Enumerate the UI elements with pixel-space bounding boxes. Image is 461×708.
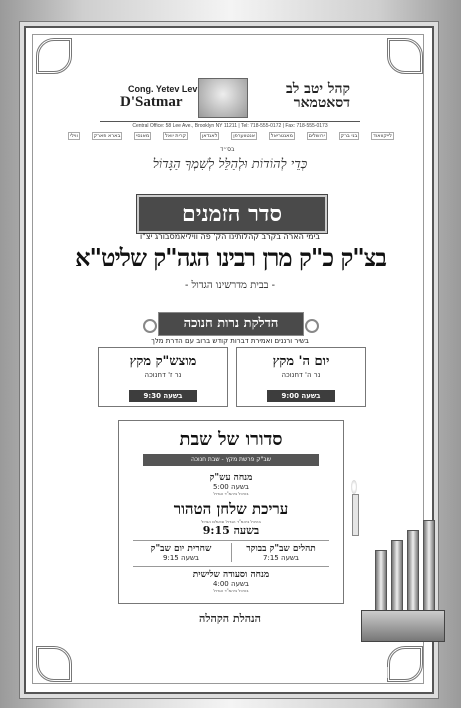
shabbos-subtitle: שב"ק פרשת מקץ - שבת חנוכה <box>143 454 319 466</box>
tagline: בשיר ורננים ואמירת דברות קודש ברוב עם הדרת מלך <box>151 337 309 345</box>
menorah-arm <box>375 550 387 614</box>
menorah-base <box>361 610 445 642</box>
event-name: תהלים שב"ק בבוקר <box>246 544 316 554</box>
corner-ornament-icon <box>387 646 423 682</box>
cong-name-en-line1: Cong. Yetev Lev <box>128 84 198 94</box>
menorah-arm <box>391 540 403 614</box>
event-time: בשעה 7:15 <box>263 554 299 562</box>
card-subtitle: נר ה' דחנוכה <box>281 371 321 379</box>
event-time: בשעה 4:00 <box>213 580 249 588</box>
menorah-arm <box>407 530 419 614</box>
candle-lighting-cards <box>96 347 366 407</box>
candle-icon <box>352 494 359 536</box>
event-note: בהיכל ביהמ"ד הגדול <box>213 588 249 593</box>
cong-name-he-line1: קהל יטב לב <box>285 81 350 97</box>
card-time: בשעה 9:30 <box>129 390 197 402</box>
event-name: מנחה עש"ק <box>209 473 253 483</box>
card-time: בשעה 9:00 <box>267 390 335 402</box>
event-tehillim <box>233 543 329 562</box>
header-divider <box>100 121 360 122</box>
footer-signature: הנהלת הקהלה <box>199 612 261 625</box>
branch-item: ווילי <box>70 133 78 139</box>
branch-item: בארא פארק <box>93 133 121 139</box>
corner-ornament-icon <box>36 646 72 682</box>
event-note: בהיכל ביהמ"ד הגדול ובאולם הגדול <box>201 519 261 524</box>
event-time: בשעה 5:00 <box>213 483 249 491</box>
event-shacharis <box>133 543 229 562</box>
cong-name-he-line2: דסאטמאר <box>293 95 350 111</box>
corner-ornament-icon <box>36 38 72 74</box>
event-name: עריכת שלחן הטהור <box>173 500 289 518</box>
candle-lighting-banner: הדלקת נרות חנוכה <box>158 312 304 336</box>
event-name: מנחה וסעודה שלישית <box>192 570 270 580</box>
event-shalosh-seudos <box>133 566 329 593</box>
branch-list <box>68 132 394 140</box>
schedule-card <box>98 347 228 407</box>
rebbe-heading: בצ"ק כ"ק מרן רבינו הגה"ק שליט"א <box>75 243 386 272</box>
bsd-mark: בס״ד <box>220 146 235 153</box>
subtitle: בימי הארה בקרב קהלותינו הק' פה וויליאמסבורג יצ"ו <box>139 232 321 241</box>
divider <box>231 543 232 562</box>
congregation-emblem-icon <box>198 78 248 118</box>
card-title: יום ה' מקץ <box>272 354 330 369</box>
morning-events <box>133 540 329 562</box>
event-name: שחרית יום שב"ק <box>150 544 212 554</box>
menorah-arm <box>423 520 435 614</box>
event-mincha-erev <box>119 472 343 496</box>
card-title: מוצש"ק מקץ <box>129 354 197 369</box>
cong-name-en-line2: D'Satmar <box>120 94 183 110</box>
branch-item: בני ברק <box>340 133 358 139</box>
shabbos-title: סדורו של שבת <box>179 429 283 450</box>
opening-verse: כְּדֵי לְהוֹדוֹת וּלְהַלֵּל לְשִׁמְךָ הַגָּדוֹל <box>152 157 308 172</box>
branch-item: אנטווערפן <box>233 133 255 139</box>
location-line: - בבית מדרשינו הגדול - <box>184 280 276 291</box>
event-tish <box>119 500 343 537</box>
address-line: Central Office: 58 Lee Ave., Brooklyn NY 11211 | Tel: 718-555-0172 | Fax: 718-555-0173 <box>132 123 328 129</box>
shabbos-schedule <box>118 420 344 604</box>
event-note: בהיכל ביהמ"ד הגדול <box>213 491 249 496</box>
page-title: סדר הזמנים <box>137 195 327 233</box>
congregation-header <box>100 78 360 120</box>
event-time: בשעה 9:15 <box>202 524 260 537</box>
branch-item: מאנטריאל <box>270 133 293 139</box>
cong-name-he <box>250 82 350 110</box>
menorah-image-icon <box>345 480 443 648</box>
branch-item: לאנדאן <box>201 133 218 139</box>
event-time: בשעה 9:15 <box>163 554 199 562</box>
branch-item: ירושלים <box>308 133 325 139</box>
branch-item: לייקוואוד <box>373 133 392 139</box>
corner-ornament-icon <box>387 38 423 74</box>
branch-item: מאנסי <box>136 133 150 139</box>
watermark-logo: JDN <box>355 665 391 682</box>
branch-item: קרית יואל <box>165 133 187 139</box>
schedule-card <box>236 347 366 407</box>
card-subtitle: נר ז' דחנוכה <box>144 371 182 379</box>
flame-icon <box>351 480 357 494</box>
